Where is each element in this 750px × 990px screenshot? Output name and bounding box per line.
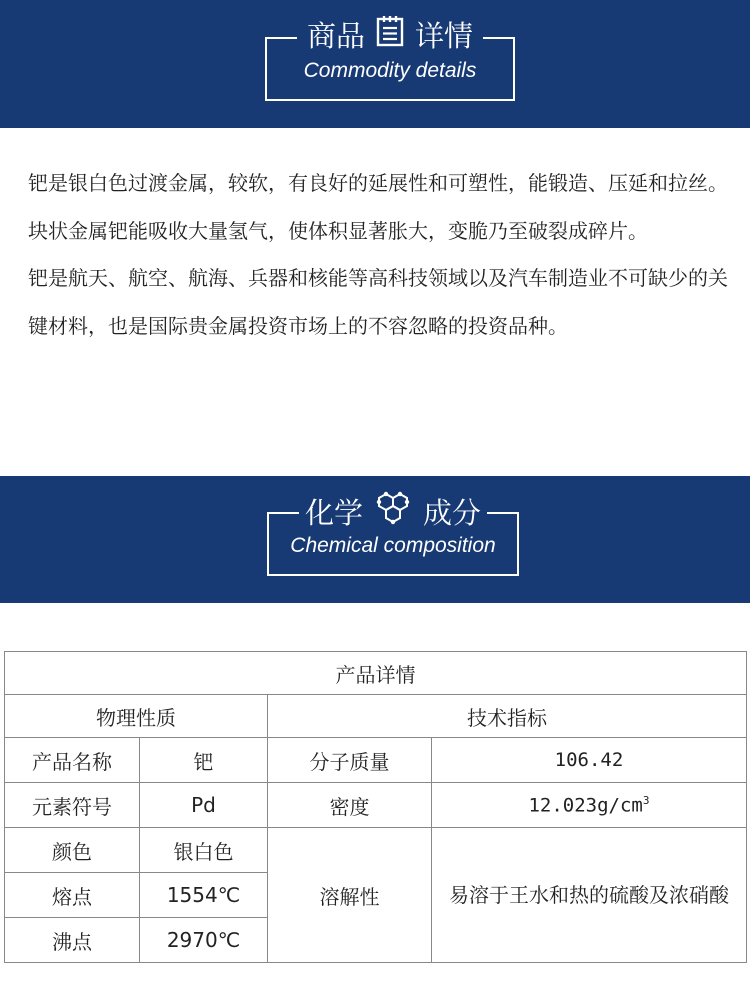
banner-frame	[265, 19, 515, 101]
column-technical-specs: 技术指标	[268, 695, 747, 738]
description-paragraph: 钯是航天、航空、航海、兵器和核能等高科技领域以及汽车制造业不可缺少的关键材料，也是国际贵金属投资市场上的不容忽略的投资品种。	[28, 266, 728, 338]
banner-subtitle: Chemical composition	[290, 534, 496, 557]
spec-table	[4, 651, 747, 963]
symbol-label: 元素符号	[5, 783, 140, 828]
commodity-details-banner	[0, 0, 750, 128]
chemical-composition-banner	[0, 476, 750, 603]
banner-title	[267, 15, 513, 57]
boiling-point-value: 2970℃	[140, 918, 268, 963]
density-value	[432, 783, 747, 828]
table-caption: 产品详情	[5, 652, 747, 695]
title-left: 化学	[304, 496, 363, 530]
symbol-value: Pd	[140, 783, 268, 828]
melting-point-label: 熔点	[5, 873, 140, 918]
notepad-icon	[375, 15, 405, 57]
density-exponent: 3	[642, 793, 650, 807]
color-label: 颜色	[5, 828, 140, 873]
name-label: 产品名称	[5, 738, 140, 783]
boiling-point-label: 沸点	[5, 918, 140, 963]
solubility-label: 溶解性	[268, 828, 432, 963]
density-label: 密度	[268, 783, 432, 828]
banner-frame	[267, 496, 519, 576]
title-right: 成分	[423, 496, 482, 530]
melting-point-value: 1554℃	[140, 873, 268, 918]
description-paragraph: 钯是银白色过渡金属，较软，有良好的延展性和可塑性，能锻造、压延和拉丝。块状金属钯能吸收大量氢气，使体积显著胀大，变脆乃至破裂成碎片。	[28, 171, 728, 243]
density-number: 12.023g/cm	[528, 794, 643, 817]
banner-title	[269, 490, 517, 536]
column-physical-properties: 物理性质	[5, 695, 268, 738]
color-value: 银白色	[140, 828, 268, 873]
name-value: 钯	[140, 738, 268, 783]
product-description	[28, 160, 728, 350]
banner-subtitle: Commodity details	[303, 59, 477, 82]
solubility-value: 易溶于王水和热的硫酸及浓硝酸	[432, 828, 747, 963]
title-left: 商品	[306, 19, 365, 53]
molecular-weight-label: 分子质量	[268, 738, 432, 783]
molecular-weight-value: 106.42	[432, 738, 747, 783]
title-right: 详情	[415, 19, 474, 53]
molecule-icon	[373, 490, 413, 536]
